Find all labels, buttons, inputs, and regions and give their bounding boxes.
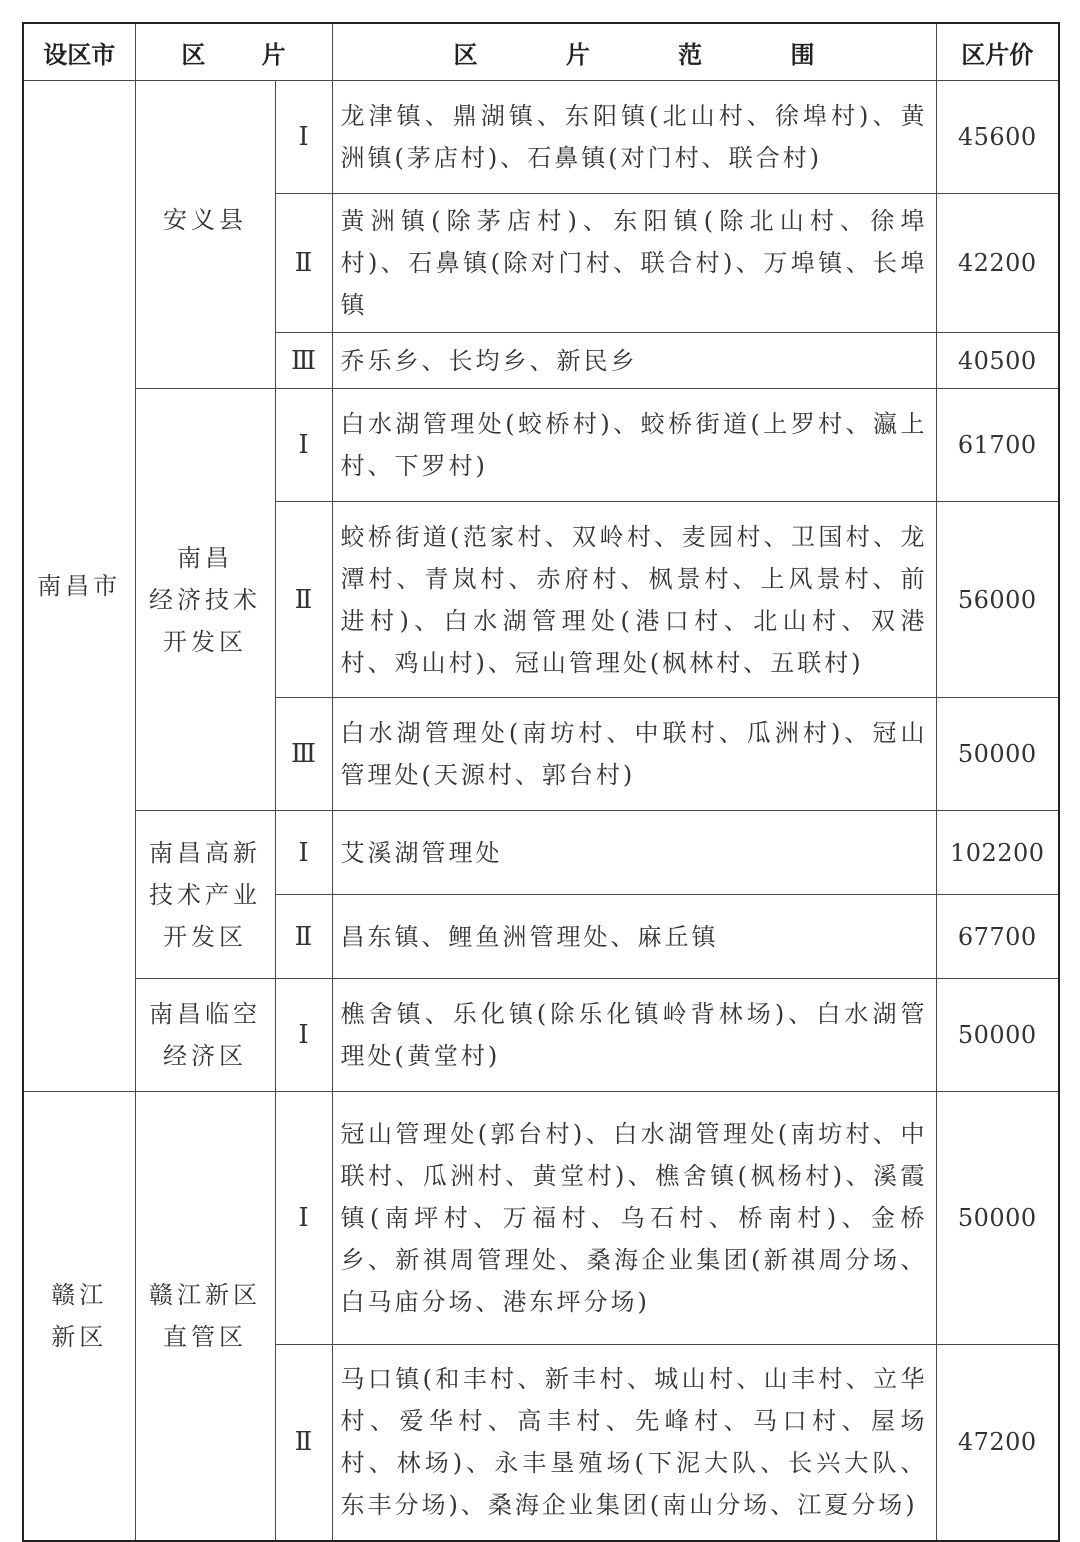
price-cell: 56000 [936, 502, 1059, 698]
range-cell: 昌东镇、鲤鱼洲管理处、麻丘镇 [332, 895, 936, 979]
city-cell: 赣江 新区 [23, 1092, 135, 1541]
header-price: 区片价 [936, 23, 1059, 81]
range-cell: 白水湖管理处(蛟桥村)、蛟桥街道(上罗村、瀛上村、下罗村) [332, 389, 936, 502]
price-cell: 47200 [936, 1345, 1059, 1541]
price-cell: 102200 [936, 811, 1059, 895]
range-cell: 黄洲镇(除茅店村)、东阳镇(除北山村、徐埠村)、石鼻镇(除对门村、联合村)、万埠镇、长埠镇 [332, 194, 936, 333]
header-city: 设区市 [23, 23, 135, 81]
table-row [23, 81, 1059, 194]
grade-cell: Ⅰ [275, 389, 332, 502]
range-cell: 蛟桥街道(范家村、双岭村、麦园村、卫国村、龙潭村、青岚村、赤府村、枫景村、上风景村、前进村)、白水湖管理处(港口村、北山村、双港村、鸡山村)、冠山管理处(枫林村、五联村) [332, 502, 936, 698]
price-cell: 67700 [936, 895, 1059, 979]
area-cell: 南昌临空 经济区 [135, 979, 275, 1092]
city-cell: 南昌市 [23, 81, 135, 1092]
grade-cell: Ⅱ [275, 895, 332, 979]
grade-cell: Ⅰ [275, 979, 332, 1092]
price-cell: 50000 [936, 698, 1059, 811]
grade-cell: Ⅰ [275, 81, 332, 194]
area-cell: 安义县 [135, 81, 275, 389]
land-price-table-container [22, 22, 1058, 1542]
range-cell: 艾溪湖管理处 [332, 811, 936, 895]
area-cell: 南昌 经济技术 开发区 [135, 389, 275, 811]
table-row [23, 811, 1059, 895]
table-row [23, 1092, 1059, 1345]
header-row [23, 23, 1059, 81]
grade-cell: Ⅱ [275, 502, 332, 698]
grade-cell: Ⅰ [275, 811, 332, 895]
range-cell: 冠山管理处(郭台村)、白水湖管理处(南坊村、中联村、瓜洲村、黄堂村)、樵舍镇(枫杨村)、溪霞镇(南坪村、万福村、乌石村、桥南村)、金桥乡、新祺周管理处、桑海企业集团(新祺周分场、白马庙分场、港东坪分场) [332, 1092, 936, 1345]
price-cell: 42200 [936, 194, 1059, 333]
range-cell: 马口镇(和丰村、新丰村、城山村、山丰村、立华村、爱华村、高丰村、先峰村、马口村、屋场村、林场)、永丰垦殖场(下泥大队、长兴大队、东丰分场)、桑海企业集团(南山分场、江夏分场) [332, 1345, 936, 1541]
price-cell: 40500 [936, 333, 1059, 389]
price-cell: 45600 [936, 81, 1059, 194]
price-cell: 61700 [936, 389, 1059, 502]
range-cell: 龙津镇、鼎湖镇、东阳镇(北山村、徐埠村)、黄洲镇(茅店村)、石鼻镇(对门村、联合村) [332, 81, 936, 194]
area-cell: 南昌高新 技术产业 开发区 [135, 811, 275, 979]
price-cell: 50000 [936, 979, 1059, 1092]
grade-cell: Ⅰ [275, 1092, 332, 1345]
price-cell: 50000 [936, 1092, 1059, 1345]
area-cell: 赣江新区 直管区 [135, 1092, 275, 1541]
header-range: 区 片 范 围 [332, 23, 936, 81]
grade-cell: Ⅱ [275, 1345, 332, 1541]
range-cell: 樵舍镇、乐化镇(除乐化镇岭背林场)、白水湖管理处(黄堂村) [332, 979, 936, 1092]
land-price-table [22, 22, 1060, 1542]
grade-cell: Ⅲ [275, 698, 332, 811]
grade-cell: Ⅲ [275, 333, 332, 389]
table-row [23, 979, 1059, 1092]
range-cell: 白水湖管理处(南坊村、中联村、瓜洲村)、冠山管理处(天源村、郭台村) [332, 698, 936, 811]
range-cell: 乔乐乡、长均乡、新民乡 [332, 333, 936, 389]
table-row [23, 389, 1059, 502]
grade-cell: Ⅱ [275, 194, 332, 333]
header-area: 区 片 [135, 23, 332, 81]
